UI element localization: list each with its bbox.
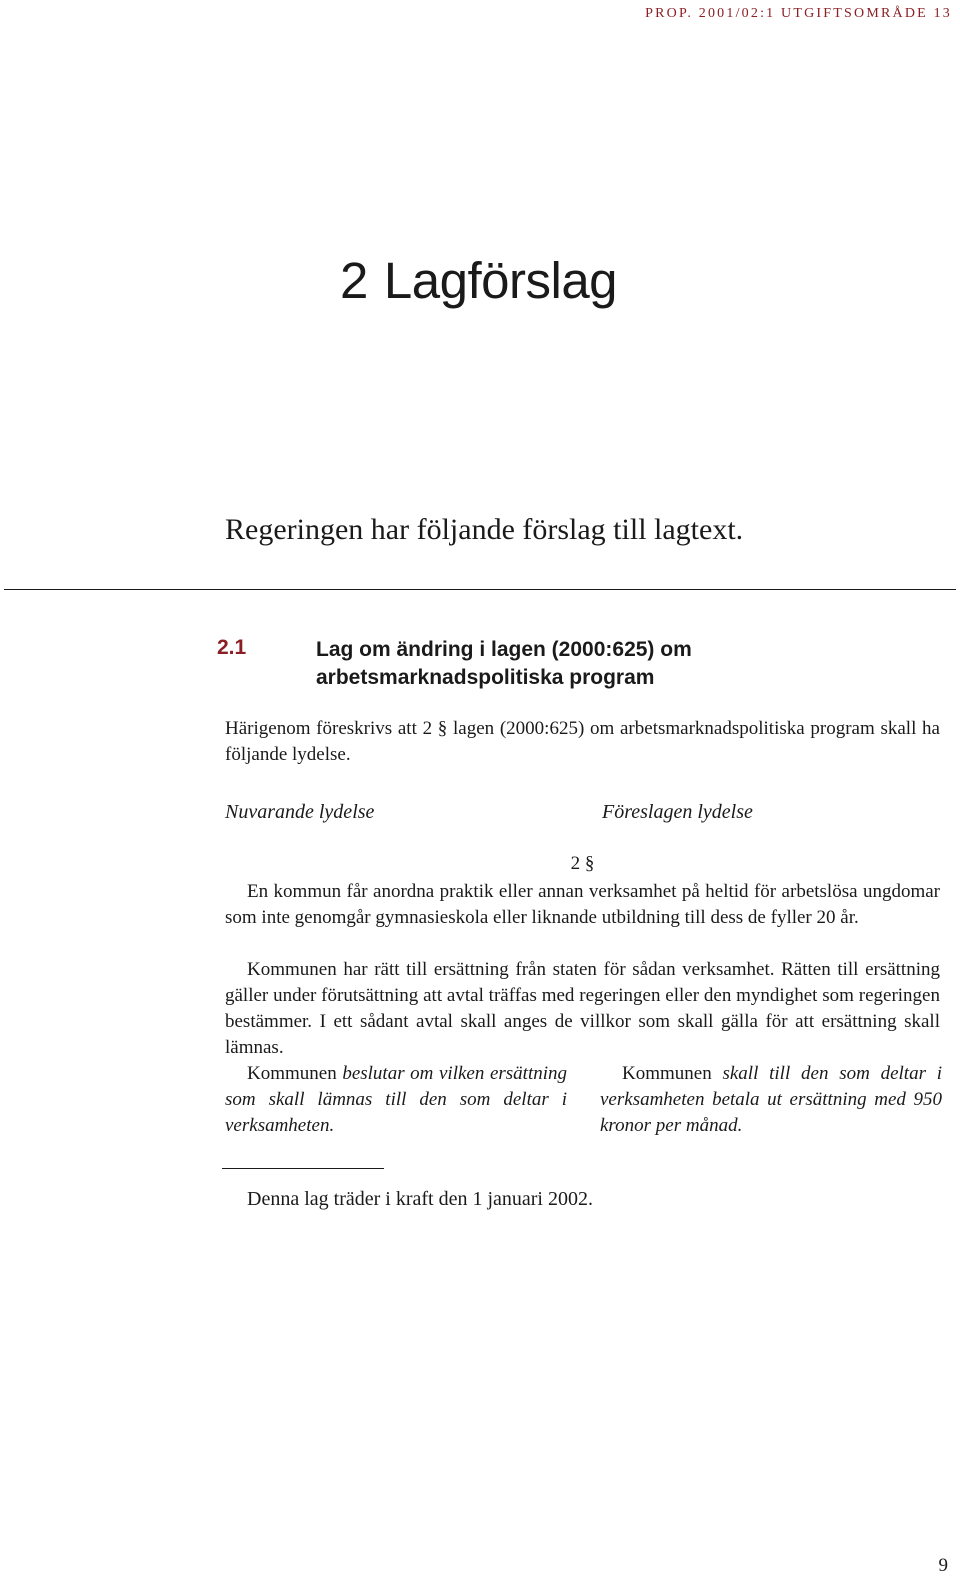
paragraph-mark: 2 § — [570, 853, 595, 874]
section-number: 2.1 — [217, 636, 247, 659]
footnote-separator-rule — [222, 1168, 384, 1169]
intro-sentence: Regeringen har följande förslag till lagtext. — [225, 513, 744, 546]
entry-into-force-text: Denna lag träder i kraft den 1 januari 2002. — [247, 1188, 593, 1210]
current-text-emphasis: beslutar om vilken ersättning som skall lämnas till den som deltar i verksamheten. — [225, 1063, 567, 1136]
proposed-text-emphasis: skall till den som deltar i verksamheten betala ut ersättning med 950 kronor per månad. — [600, 1063, 942, 1136]
current-wording-heading: Nuvarande lydelse — [225, 801, 375, 823]
section-preamble: Härigenom föreskrivs att 2 § lagen (2000:625) om arbetsmarknadspolitiska program skall ha följande lydelse. — [225, 718, 940, 765]
current-text-lead: Kommunen — [247, 1063, 343, 1084]
page-number: 9 — [938, 1555, 948, 1576]
chapter-number: 2 — [340, 252, 368, 309]
running-head: PROP. 2001/02:1 UTGIFTSOMRÅDE 13 — [645, 6, 952, 21]
proposed-wording-text — [600, 1061, 942, 1139]
chapter-title — [340, 251, 617, 310]
proposed-text-lead: Kommunen — [622, 1063, 723, 1084]
horizontal-rule — [4, 589, 956, 590]
section-title: Lag om ändring i lagen (2000:625) om arbetsmarknadspolitiska program — [316, 638, 692, 689]
common-paragraph-2: Kommunen har rätt till ersättning från staten för sådan verksamhet. Rätten till ersättning gäller under förutsättning att avtal träffas med regeringen eller den myndighet som regeringen bestämmer. I ett sådant avtal skall anges de villkor som skall gälla för att ersättning skall lämnas. — [225, 959, 940, 1058]
proposed-wording-heading: Föreslagen lydelse — [602, 801, 753, 823]
common-paragraph-1: En kommun får anordna praktik eller annan verksamhet på heltid för arbetslösa ungdomar som inte genomgår gymnasieskola eller liknande utbildning till dess de fyller 20 år. — [225, 881, 940, 928]
chapter-title-text: Lagförslag — [383, 252, 618, 309]
current-wording-text — [225, 1061, 567, 1139]
